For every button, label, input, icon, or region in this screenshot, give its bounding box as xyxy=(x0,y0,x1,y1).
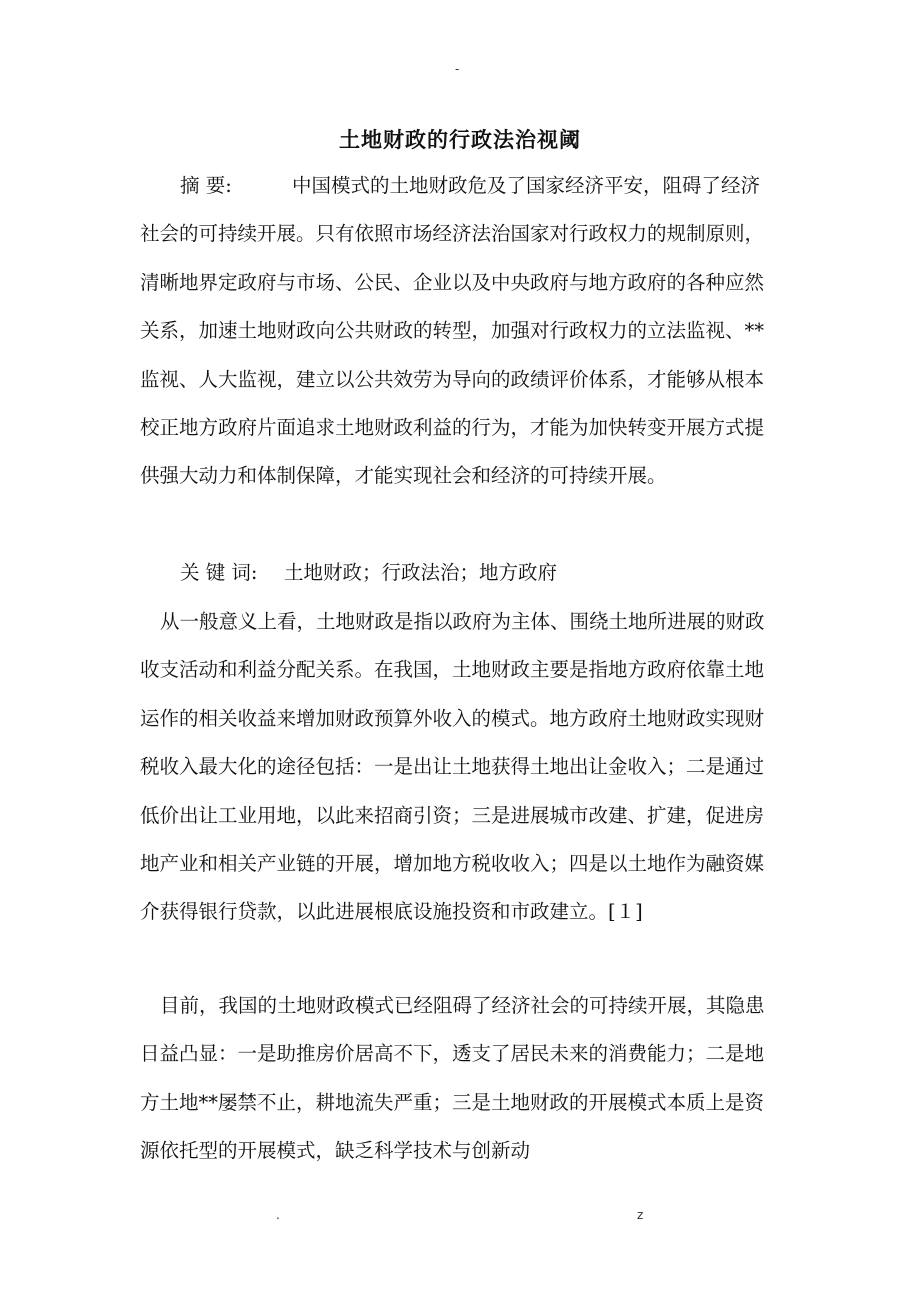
keywords-section xyxy=(140,549,772,597)
keywords-text: 土地财政；行政法治；地方政府 xyxy=(284,561,558,584)
footer-right-mark: z xyxy=(637,1208,644,1222)
paragraph-text: 目前，我国的土地财政模式已经阻碍了经济社会的可持续开展，其隐患日益凸显：一是助推房价居高不下，透支了居民未来的消费能力；二是地方土地**屡禁不止，耕地流失严重；三是土地财政的开展模式本质上是资源依托型的开展模式，缺乏科学技术与创新动 xyxy=(140,994,765,1163)
body-paragraph-1 xyxy=(140,598,772,937)
header-mark: - xyxy=(455,62,460,76)
document-title: 土地财政的行政法治视阈 xyxy=(339,127,581,152)
keywords-label: 关 键 词: xyxy=(180,561,258,584)
body-paragraph-2 xyxy=(140,982,772,1176)
paragraph-text: 从一般意义上看，土地财政是指以政府为主体、围绕土地所进展的财政收支活动和利益分配关系。在我国，土地财政主要是指地方政府依靠土地运作的相关收益来增加财政预算外收入的模式。地方政府土地财政实现财税收入最大化的途径包括：一是出让土地获得土地出让金收入；二是通过低价出让工业用地，以此来招商引资；三是进展城市改建、扩建，促进房地产业和相关产业链的开展，增加地方税收收入；四是以土地作为融资媒介获得银行贷款，以此进展根底设施投资和市政建立。[１] xyxy=(140,610,765,924)
footer-left-mark: . xyxy=(276,1208,280,1222)
abstract-label: 摘 要: xyxy=(180,174,232,197)
abstract-section xyxy=(140,162,772,501)
abstract-text: 中国模式的土地财政危及了国家经济平安，阻碍了经济社会的可持续开展。只有依照市场经济法治国家对行政权力的规制原则，清晰地界定政府与市场、公民、企业以及中央政府与地方政府的各种应然关系，加速土地财政向公共财政的转型，加强对行政权力的立法监视、**监视、人大监视，建立以公共效劳为导向的政绩评价体系，才能够从根本校正地方政府片面追求土地财政利益的行为，才能为加快转变开展方式提供强大动力和体制保障，才能实现社会和经济的可持续开展。 xyxy=(140,174,765,488)
